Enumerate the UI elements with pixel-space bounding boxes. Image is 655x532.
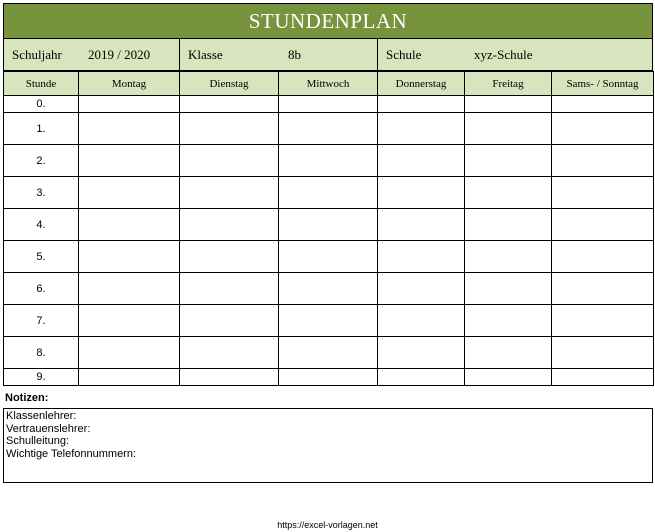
- timetable-cell[interactable]: [465, 209, 552, 241]
- schule-value: xyz-Schule: [474, 46, 533, 62]
- timetable-cell[interactable]: [552, 305, 654, 337]
- footer-url: https://excel-vorlagen.net: [277, 520, 378, 530]
- notes-box[interactable]: [3, 408, 653, 483]
- info-bar: [3, 39, 653, 71]
- timetable-cell[interactable]: [279, 337, 378, 369]
- timetable-cell[interactable]: [79, 369, 180, 386]
- timetable-cell[interactable]: [378, 209, 465, 241]
- period-number: 6.: [4, 273, 79, 305]
- timetable-cell[interactable]: [552, 369, 654, 386]
- timetable-cell[interactable]: [180, 241, 279, 273]
- timetable-cell[interactable]: [180, 209, 279, 241]
- column-header-mittwoch: Mittwoch: [279, 72, 378, 96]
- period-number: 5.: [4, 241, 79, 273]
- schuljahr-label: Schuljahr: [12, 46, 62, 62]
- timetable-cell[interactable]: [465, 177, 552, 209]
- column-header-montag: Montag: [79, 72, 180, 96]
- timetable-cell[interactable]: [378, 145, 465, 177]
- timetable-cell[interactable]: [79, 177, 180, 209]
- table-row: [4, 273, 654, 305]
- period-number: 2.: [4, 145, 79, 177]
- timetable-cell[interactable]: [465, 113, 552, 145]
- table-row: [4, 96, 654, 113]
- period-number: 8.: [4, 337, 79, 369]
- table-row: [4, 369, 654, 386]
- timetable-cell[interactable]: [79, 241, 180, 273]
- timetable-cell[interactable]: [79, 113, 180, 145]
- notes-label: Notizen:: [5, 392, 49, 404]
- notes-line: Wichtige Telefonnummern:: [6, 447, 137, 460]
- timetable-cell[interactable]: [465, 273, 552, 305]
- timetable-cell[interactable]: [465, 241, 552, 273]
- timetable-cell[interactable]: [279, 369, 378, 386]
- column-header-wochenende: Sams- / Sonntag: [552, 72, 654, 96]
- timetable-cell[interactable]: [279, 273, 378, 305]
- klasse-label: Klasse: [188, 46, 223, 62]
- timetable-cell[interactable]: [180, 305, 279, 337]
- timetable-cell[interactable]: [79, 209, 180, 241]
- timetable-cell[interactable]: [552, 113, 654, 145]
- timetable-cell[interactable]: [465, 96, 552, 113]
- period-number: 4.: [4, 209, 79, 241]
- timetable-cell[interactable]: [378, 113, 465, 145]
- timetable-cell[interactable]: [180, 369, 279, 386]
- timetable-cell[interactable]: [378, 305, 465, 337]
- table-row: [4, 305, 654, 337]
- period-number: 7.: [4, 305, 79, 337]
- period-number: 1.: [4, 113, 79, 145]
- timetable-cell[interactable]: [378, 337, 465, 369]
- schuljahr-value: 2019 / 2020: [88, 46, 151, 62]
- column-header-donnerstag: Donnerstag: [378, 72, 465, 96]
- period-number: 9.: [4, 369, 79, 386]
- timetable-cell[interactable]: [552, 177, 654, 209]
- info-divider: [377, 39, 378, 70]
- timetable-cell[interactable]: [378, 96, 465, 113]
- column-header-freitag: Freitag: [465, 72, 552, 96]
- timetable-cell[interactable]: [279, 145, 378, 177]
- timetable-cell[interactable]: [79, 305, 180, 337]
- timetable-cell[interactable]: [180, 177, 279, 209]
- table-row: [4, 145, 654, 177]
- table-row: [4, 113, 654, 145]
- timetable: [3, 71, 654, 386]
- timetable-cell[interactable]: [552, 337, 654, 369]
- timetable-cell[interactable]: [79, 96, 180, 113]
- klasse-value: 8b: [288, 46, 301, 62]
- table-row: [4, 177, 654, 209]
- page-title: STUNDENPLAN: [3, 3, 653, 39]
- table-row: [4, 337, 654, 369]
- timetable-cell[interactable]: [378, 241, 465, 273]
- timetable-cell[interactable]: [279, 305, 378, 337]
- timetable-cell[interactable]: [279, 241, 378, 273]
- timetable-cell[interactable]: [79, 273, 180, 305]
- timetable-cell[interactable]: [180, 145, 279, 177]
- timetable-cell[interactable]: [180, 273, 279, 305]
- info-divider: [179, 39, 180, 70]
- column-header-stunde: Stunde: [4, 72, 79, 96]
- notes-line: Vertrauenslehrer:: [6, 422, 91, 435]
- notes-line: Schulleitung:: [6, 435, 69, 447]
- period-number: 0.: [4, 96, 79, 113]
- schule-label: Schule: [386, 46, 422, 62]
- timetable-cell[interactable]: [552, 145, 654, 177]
- period-number: 3.: [4, 177, 79, 209]
- timetable-cell[interactable]: [465, 369, 552, 386]
- column-header-dienstag: Dienstag: [180, 72, 279, 96]
- timetable-cell[interactable]: [79, 337, 180, 369]
- timetable-cell[interactable]: [279, 113, 378, 145]
- timetable-cell[interactable]: [279, 209, 378, 241]
- timetable-cell[interactable]: [465, 145, 552, 177]
- timetable-cell[interactable]: [378, 177, 465, 209]
- timetable-cell[interactable]: [465, 337, 552, 369]
- timetable-cell[interactable]: [465, 305, 552, 337]
- header-row: [4, 72, 654, 96]
- timetable-cell[interactable]: [378, 369, 465, 386]
- table-row: [4, 241, 654, 273]
- timetable-cell[interactable]: [180, 113, 279, 145]
- notes-line: Klassenlehrer:: [6, 410, 77, 422]
- timetable-cell[interactable]: [180, 337, 279, 369]
- table-row: [4, 209, 654, 241]
- timetable-cell[interactable]: [552, 209, 654, 241]
- timetable-cell[interactable]: [180, 96, 279, 113]
- timetable-cell[interactable]: [279, 96, 378, 113]
- timetable-cell[interactable]: [552, 96, 654, 113]
- timetable-cell[interactable]: [79, 145, 180, 177]
- timetable-cell[interactable]: [378, 273, 465, 305]
- timetable-cell[interactable]: [552, 241, 654, 273]
- timetable-cell[interactable]: [552, 273, 654, 305]
- timetable-cell[interactable]: [279, 177, 378, 209]
